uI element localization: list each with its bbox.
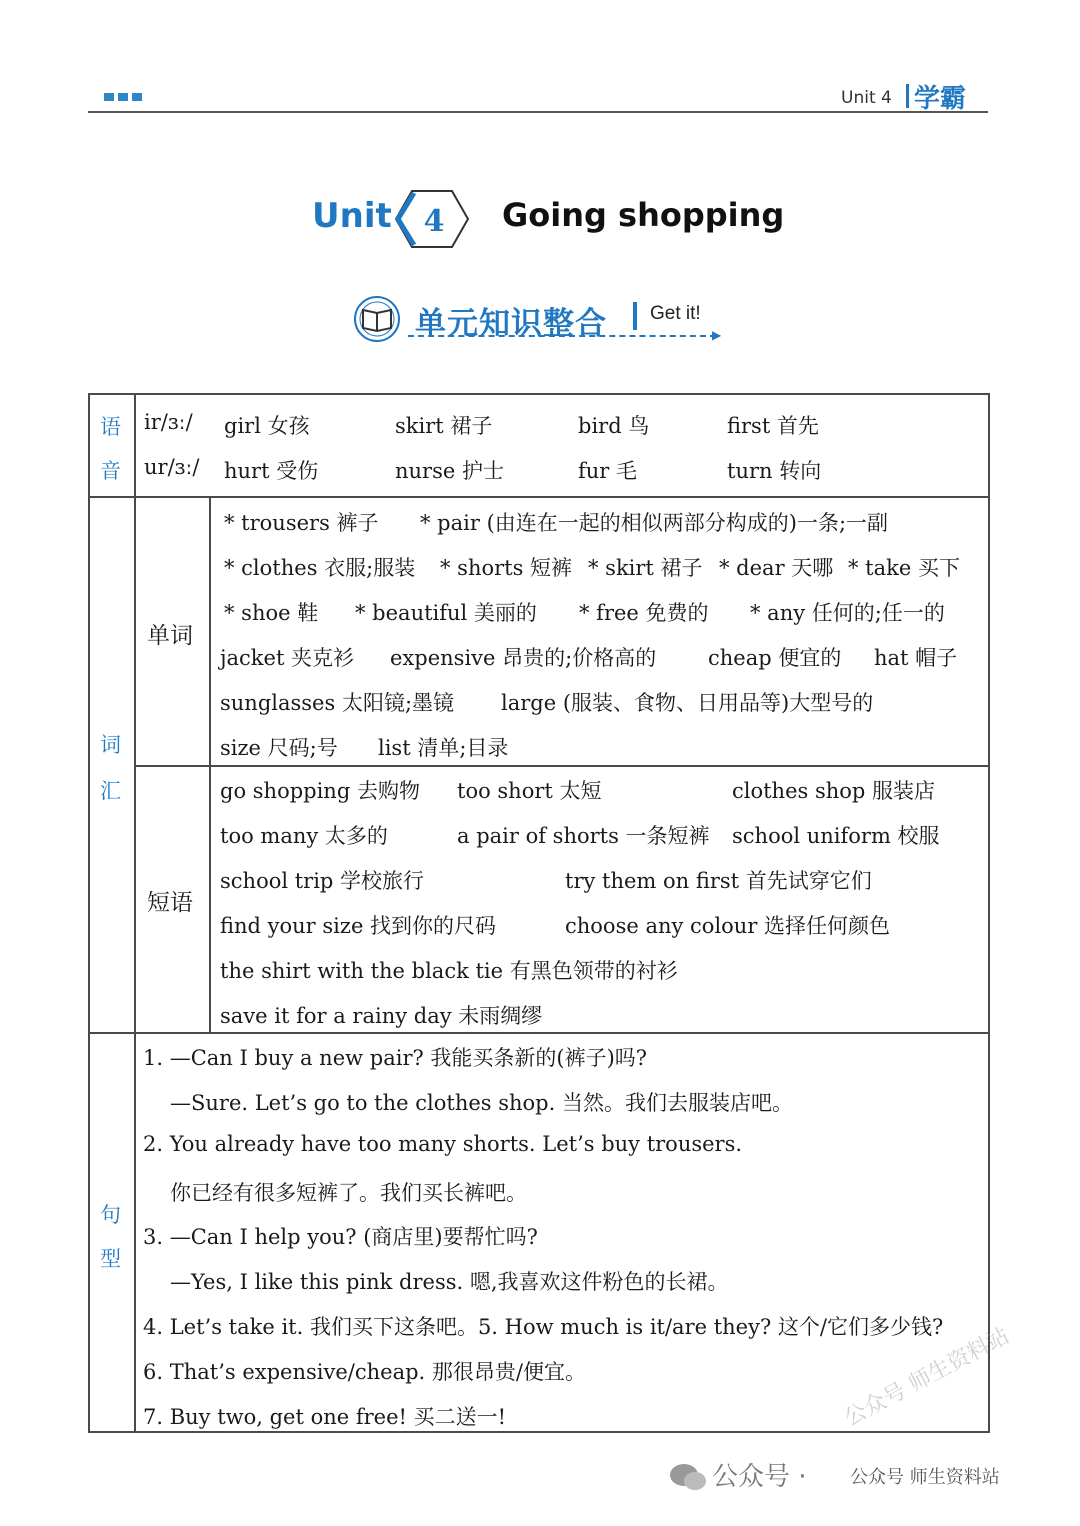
word-entry: list 清单;目录	[378, 736, 509, 760]
category-pronunciation-1: 语	[100, 415, 121, 439]
footer-account-label: 公众号 ·	[712, 1462, 807, 1492]
section-subtitle: Get it!	[650, 303, 701, 324]
sound-label: ir/ɜː/	[144, 410, 193, 434]
unit-word: Unit	[312, 196, 392, 236]
example-word: nurse 护士	[395, 459, 504, 483]
section-underline	[408, 335, 716, 337]
phrase-entry: go shopping 去购物	[220, 779, 420, 803]
word-entry: * shorts 短裤	[440, 556, 573, 580]
word-entry: hat 帽子	[874, 646, 958, 670]
sound-label: ur/ɜː/	[144, 455, 200, 479]
phrase-entry: save it for a rainy day 未雨绸缪	[220, 1004, 543, 1028]
sentence-line: 你已经有很多短裤了。我们买长裤吧。	[170, 1181, 527, 1205]
section-divider	[633, 302, 637, 330]
sentence-line: 2. You already have too many shorts. Let’s buy trousers.	[143, 1132, 743, 1156]
word-entry: sunglasses 太阳镜;墨镜	[220, 691, 455, 715]
sentence-line: 3. —Can I help you? (商店里)要帮忙吗?	[143, 1225, 538, 1249]
word-entry: * trousers 裤子	[224, 511, 379, 535]
word-entry: jacket 夹克衫	[220, 646, 355, 670]
category-pronunciation-2: 音	[100, 459, 121, 483]
example-word: turn 转向	[727, 459, 822, 483]
word-entry: * take 买下	[848, 556, 960, 580]
word-entry: * any 任何的;任一的	[750, 601, 945, 625]
example-word: hurt 受伤	[224, 459, 319, 483]
phrase-entry: too short 太短	[457, 779, 602, 803]
sentence-line: —Yes, I like this pink dress. 嗯,我喜欢这件粉色的长裙。	[170, 1270, 729, 1294]
word-entry: * shoe 鞋	[224, 601, 319, 625]
phrase-entry: a pair of shorts 一条短裤	[457, 824, 710, 848]
word-entry: * skirt 裙子	[588, 556, 703, 580]
subcategory-phrases: 短语	[147, 890, 193, 916]
header-decoration	[104, 93, 142, 101]
word-entry: * free 免费的	[579, 601, 709, 625]
sentence-line: 1. —Can I buy a new pair? 我能买条新的(裤子)吗?	[143, 1046, 648, 1070]
category-sentences-2: 型	[100, 1247, 121, 1271]
unit-number-badge	[394, 187, 470, 251]
phrase-entry: school uniform 校服	[732, 824, 940, 848]
section-title: 单元知识整合	[415, 306, 607, 342]
example-word: first 首先	[727, 414, 819, 438]
arrow-right-icon: ▶	[712, 328, 722, 342]
header-rule	[88, 111, 988, 113]
word-entry: cheap 便宜的	[708, 646, 842, 670]
phrase-entry: try them on first 首先试穿它们	[565, 869, 872, 893]
phrase-entry: clothes shop 服装店	[732, 779, 936, 803]
subcategory-words: 单词	[147, 623, 193, 649]
sentence-line: 6. That’s expensive/cheap. 那很昂贵/便宜。	[143, 1360, 586, 1384]
word-entry: * beautiful 美丽的	[355, 601, 537, 625]
watermark: 公众号 师生资料站	[840, 1323, 1014, 1432]
word-entry: large (服装、食物、日用品等)大型号的	[501, 691, 874, 715]
category-sentences-1: 句	[100, 1203, 121, 1227]
phrase-entry: choose any colour 选择任何颜色	[565, 914, 891, 938]
word-entry: * dear 天哪	[719, 556, 834, 580]
phrase-entry: too many 太多的	[220, 824, 388, 848]
word-entry: * pair (由连在一起的相似两部分构成的)一条;一副	[420, 511, 889, 535]
page-title: Going shopping	[502, 196, 785, 234]
phrase-entry: the shirt with the black tie 有黑色领带的衬衫	[220, 959, 678, 983]
category-vocabulary-1: 词	[100, 733, 121, 757]
example-word: skirt 裙子	[395, 414, 493, 438]
brand-logo: 学霸	[914, 84, 967, 114]
footer-account-name: 公众号 师生资料站	[850, 1467, 1000, 1488]
header-divider	[906, 84, 909, 108]
category-vocabulary-2: 汇	[100, 779, 121, 803]
word-entry: expensive 昂贵的;价格高的	[390, 646, 657, 670]
example-word: bird 鸟	[578, 414, 650, 438]
sentence-line: —Sure. Let’s go to the clothes shop. 当然。我们去服装店吧。	[170, 1091, 793, 1115]
book-icon	[352, 294, 402, 344]
unit-number: 4	[423, 204, 445, 239]
wechat-icon	[668, 1460, 708, 1494]
word-entry: * clothes 衣服;服装	[224, 556, 416, 580]
phrase-entry: find your size 找到你的尺码	[220, 914, 497, 938]
sentence-line: 7. Buy two, get one free! 买二送一!	[143, 1405, 507, 1429]
word-entry: size 尺码;号	[220, 736, 338, 760]
sentence-line: 4. Let’s take it. 我们买下这条吧。5. How much is it/are they? 这个/它们多少钱?	[143, 1315, 944, 1339]
phrase-entry: school trip 学校旅行	[220, 869, 425, 893]
knowledge-table	[88, 393, 990, 1433]
example-word: girl 女孩	[224, 414, 310, 438]
header-unit-label: Unit 4	[841, 88, 892, 108]
example-word: fur 毛	[578, 459, 638, 483]
